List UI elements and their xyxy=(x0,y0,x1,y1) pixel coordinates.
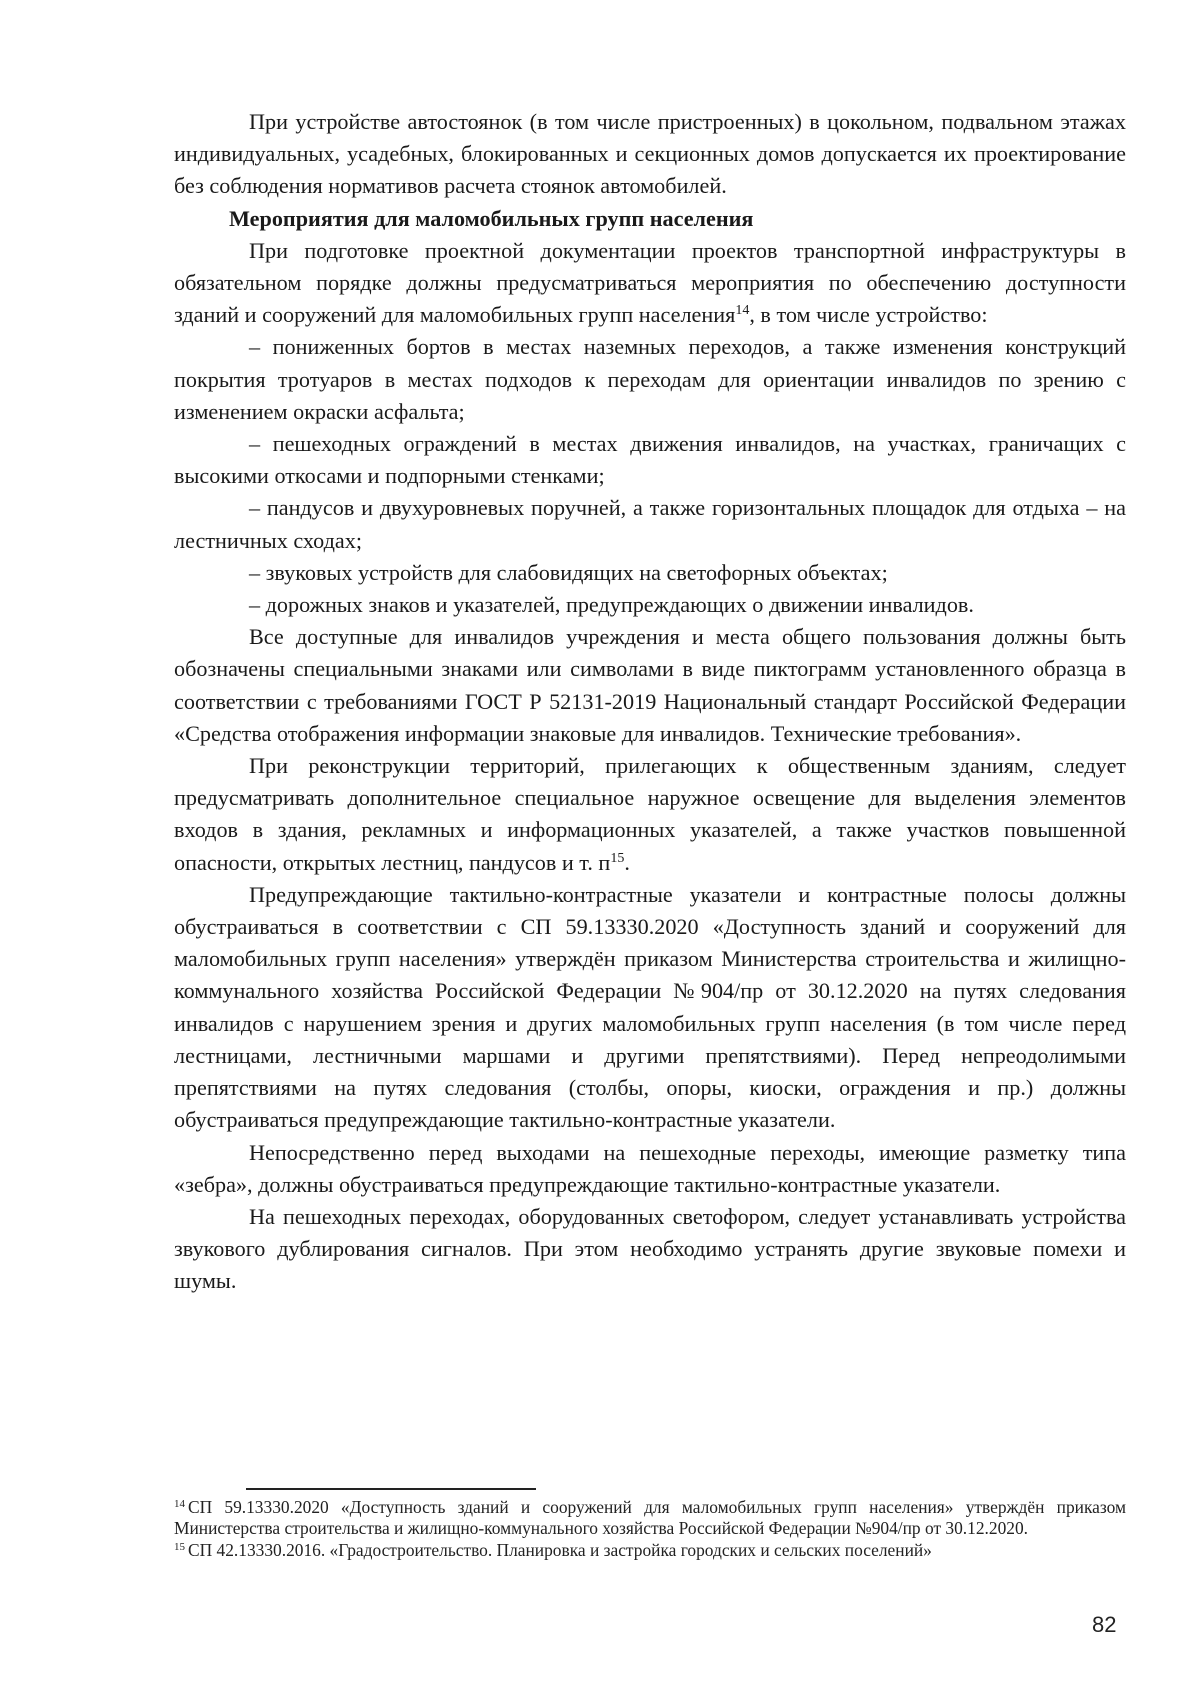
paragraph-signage: Все доступные для инвалидов учреждения и места общего пользования должны быть обозначены специальными знаками или символами в виде пиктограмм установленного образца в соответствии с требованиями ГОСТ Р 52131-2019 Национальный стандарт Российской Федерации «Средства отображения информации знаковые для инвалидов. Технические требования». xyxy=(174,624,1126,746)
footnotes xyxy=(174,1497,1126,1561)
list-item: – дорожных знаков и указателей, предупреждающих о движении инвалидов. xyxy=(249,592,974,618)
paragraph-text: . xyxy=(624,849,630,875)
footnote-14 xyxy=(174,1497,1126,1540)
paragraph-text: , в том числе устройство: xyxy=(749,302,988,328)
document-body xyxy=(174,106,1126,1298)
footnote-number: 14 xyxy=(174,1498,185,1510)
paragraph-zebra: Непосредственно перед выходами на пешеходные переходы, имеющие разметку типа «зебра», должны обустраиваться предупреждающие тактильно-контрастные указатели. xyxy=(174,1139,1126,1197)
paragraph-sound: На пешеходных переходах, оборудованных светофором, следует устанавливать устройства звукового дублирования сигналов. При этом необходимо устранять другие звуковые помехи и шумы. xyxy=(174,1203,1126,1294)
footnote-divider xyxy=(246,1488,536,1490)
footnote-text: СП 42.13330.2016. «Градостроительство. Планировка и застройка городских и сельских поселений» xyxy=(188,1539,932,1560)
list-item: – пониженных бортов в местах наземных переходов, а также изменения конструкций покрытия тротуаров в местах подходов к переходам для ориентации инвалидов по зрению с изменением окраски асфальта; xyxy=(174,334,1126,424)
paragraph-text: При подготовке проектной документации проектов транспортной инфраструктуры в обязательном порядке должны предусматриваться мероприятия по обеспечению доступности зданий и сооружений для маломобильных групп населения xyxy=(174,237,1126,328)
paragraph-parking: При устройстве автостоянок (в том числе пристроенных) в цокольном, подвальном этажах индивидуальных, усадебных, блокированных и секционных домов допускается их проектирование без соблюдения нормативов расчета стоянок автомобилей. xyxy=(174,109,1126,199)
section-heading: Мероприятия для маломобильных групп населения xyxy=(229,205,754,231)
paragraph-tactile: Предупреждающие тактильно-контрастные указатели и контрастные полосы должны обустраиваться в соответствии с СП 59.13330.2020 «Доступность зданий и сооружений для маломобильных групп населения» утверждён приказом Министерства строительства и жилищно-коммунального хозяйства Российской Федерации №904/пр от 30.12.2020 на путях следования инвалидов с нарушением зрения и других маломобильных групп населения (в том числе перед лестницами, лестничными маршами и другими препятствиями). Перед непреодолимыми препятствиями на путях следования (столбы, опоры, киоски, ограждения и пр.) должны обустраиваться предупреждающие тактильно-контрастные указатели. xyxy=(174,881,1126,1133)
list-item: – звуковых устройств для слабовидящих на светофорных объектах; xyxy=(249,559,888,585)
list-item: – пешеходных ограждений в местах движения инвалидов, на участках, граничащих с высокими откосами и подпорными стенками; xyxy=(174,431,1126,489)
footnote-number: 15 xyxy=(174,1540,185,1553)
footnote-ref-14[interactable]: 14 xyxy=(735,303,750,319)
paragraph-lighting xyxy=(174,750,1126,879)
list-item: – пандусов и двухуровневых поручней, а также горизонтальных площадок для отдыха – на лестничных сходах; xyxy=(174,495,1126,553)
footnote-15 xyxy=(174,1540,1126,1561)
footnote-ref-15[interactable]: 15 xyxy=(610,850,625,866)
paragraph-text: При реконструкции территорий, прилегающих к общественным зданиям, следует предусматривать дополнительное специальное наружное освещение для выделения элементов входов в здания, рекламных и информационных указателей, а также участков повышенной опасности, открытых лестниц, пандусов и т. п xyxy=(174,753,1126,875)
footnote-text: СП 59.13330.2020 «Доступность зданий и сооружений для маломобильных групп населения» утверждён приказом Министерства строительства и жилищно-коммунального хозяйства Российской Федерации №904/пр от 30.12.2020. xyxy=(174,1497,1126,1539)
page-number: 82 xyxy=(1092,1612,1117,1637)
paragraph-transport-docs xyxy=(174,235,1126,332)
